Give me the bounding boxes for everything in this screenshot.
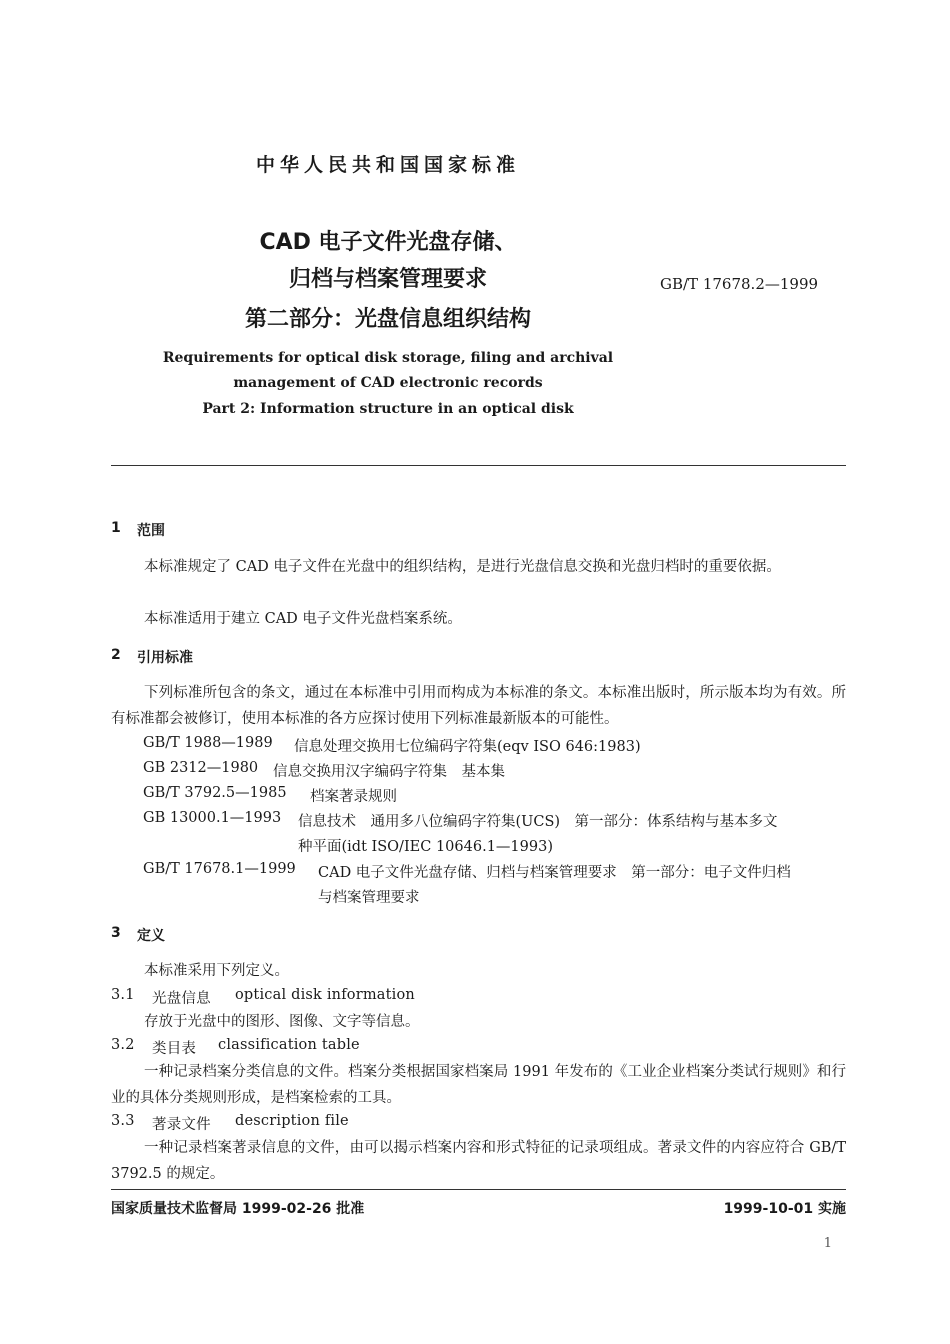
title-line-3: 第二部分：光盘信息组织结构 bbox=[244, 307, 531, 332]
reference-code: GB 2312—1980 bbox=[143, 760, 259, 776]
definition-term-english: description file bbox=[235, 1113, 349, 1129]
section-2-number: 2 bbox=[111, 647, 121, 663]
section-2-title: 引用标准 bbox=[137, 650, 193, 666]
english-title-line-3: Part 2: Information structure in an optical disk bbox=[202, 401, 574, 417]
definition-term-english: classification table bbox=[218, 1037, 360, 1053]
section-1-title: 范围 bbox=[137, 523, 165, 539]
reference-code: GB/T 1988—1989 bbox=[143, 735, 273, 751]
definition-number: 3.1 bbox=[111, 987, 135, 1003]
english-title-line-2: management of CAD electronic records bbox=[233, 375, 543, 391]
reference-code: GB/T 3792.5—1985 bbox=[143, 785, 287, 801]
reference-code: GB/T 17678.1—1999 bbox=[143, 861, 296, 877]
definition-term: 类目表 bbox=[152, 1041, 197, 1057]
definition-term: 著录文件 bbox=[152, 1117, 211, 1133]
section-1-paragraph-1: 本标准规定了 CAD 电子文件在光盘中的组织结构，是进行光盘信息交换和光盘归档时的重要依据。 bbox=[144, 559, 781, 575]
reference-title: 信息交换用汉字编码字符集 基本集 bbox=[273, 764, 505, 780]
title-line-2: 归档与档案管理要求 bbox=[288, 267, 487, 292]
definition-term: 光盘信息 bbox=[152, 991, 211, 1007]
section-3-title: 定义 bbox=[137, 928, 165, 944]
reference-title-continued: 种平面(idt ISO/IEC 10646.1—1993) bbox=[298, 839, 553, 855]
english-title-line-1: Requirements for optical disk storage, filing and archival bbox=[162, 350, 614, 366]
reference-title: CAD 电子文件光盘存储、归档与档案管理要求 第一部分：电子文件归档 bbox=[318, 865, 791, 881]
definition-body: 存放于光盘中的图形、图像、文字等信息。 bbox=[144, 1014, 420, 1030]
definition-number: 3.2 bbox=[111, 1037, 135, 1053]
section-1-paragraph-2: 本标准适用于建立 CAD 电子文件光盘档案系统。 bbox=[144, 611, 462, 627]
reference-title: 信息处理交换用七位编码字符集(eqv ISO 646:1983) bbox=[294, 739, 641, 755]
definition-term-english: optical disk information bbox=[235, 987, 415, 1003]
reference-code: GB 13000.1—1993 bbox=[143, 810, 282, 826]
reference-title: 档案著录规则 bbox=[310, 789, 397, 805]
definition-number: 3.3 bbox=[111, 1113, 135, 1129]
implementation-date: 1999-10-01 实施 bbox=[723, 1201, 846, 1217]
nation-standard-label: 中华人民共和国国家标准 bbox=[255, 154, 520, 176]
standard-number: GB/T 17678.2—1999 bbox=[660, 275, 819, 293]
title-line-1: CAD 电子文件光盘存储、 bbox=[259, 230, 517, 255]
approval-date: 国家质量技术监督局 1999-02-26 批准 bbox=[111, 1201, 365, 1217]
section-3-intro: 本标准采用下列定义。 bbox=[144, 963, 289, 979]
reference-title: 信息技术 通用多八位编码字符集(UCS) 第一部分：体系结构与基本多文 bbox=[298, 814, 778, 830]
definition-body: 一种记录档案分类信息的文件。档案分类根据国家档案局 1991 年发布的《工业企业档案分类试行规则》和行业的具体分类规则形成，是档案检索的工具。 bbox=[111, 1064, 846, 1106]
header-divider bbox=[111, 465, 846, 466]
section-1-number: 1 bbox=[111, 520, 121, 536]
footer-divider bbox=[111, 1189, 846, 1190]
reference-title-continued: 与档案管理要求 bbox=[318, 890, 420, 906]
section-2-paragraph-1: 下列标准所包含的条文，通过在本标准中引用而构成为本标准的条文。本标准出版时，所示版本均为有效。所有标准都会被修订，使用本标准的各方应探讨使用下列标准最新版本的可能性。 bbox=[111, 685, 846, 727]
section-3-number: 3 bbox=[111, 925, 121, 941]
page-number: 1 bbox=[823, 1236, 832, 1251]
definition-body: 一种记录档案著录信息的文件，由可以揭示档案内容和形式特征的记录项组成。著录文件的内容应符合 GB/T 3792.5 的规定。 bbox=[111, 1140, 846, 1182]
